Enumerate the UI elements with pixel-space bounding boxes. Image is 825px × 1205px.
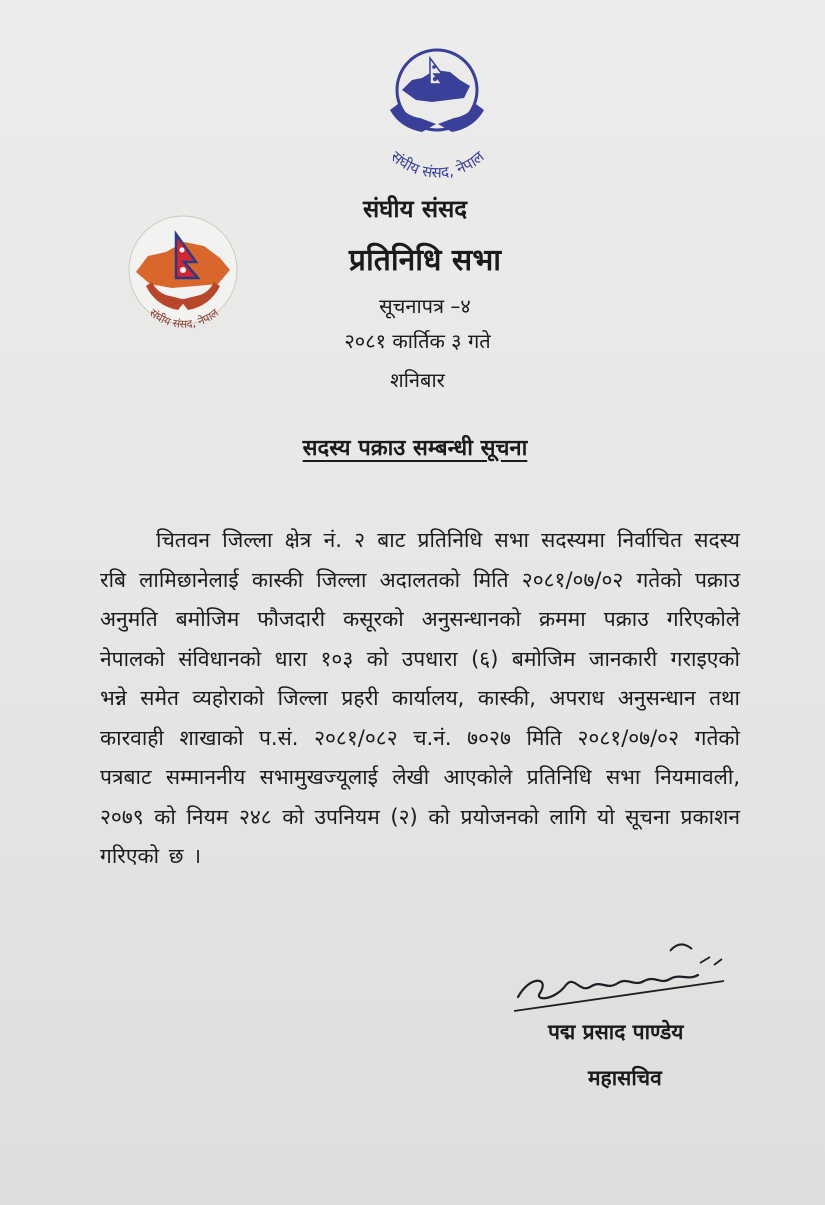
notice-body: चितवन जिल्ला क्षेत्र नं. २ बाट प्रतिनिधि सभा सदस्यमा निर्वाचित सदस्य रबि लामिछानेलाई कास्की जिल्ला अदालतको मिति २०८१/०७/०२ गतेको पक्राउ अनुमति बमोजिम फौजदारी कसूरको अनुसन्धानको क्रममा पक्राउ गरिएकोले नेपालको संविधानको धारा १०३ को उपधारा (६) बमोजिम जानकारी गराइएको भन्ने समेत व्यहोराको जिल्ला प्रहरी कार्यालय, कास्की, अपराध अनुसन्धान तथा कारवाही शाखाको प.सं. २०८१/०८२ च.नं. ७०२७ मिति २०८१/०७/०२ गतेको पत्रबाट सम्माननीय सभामुखज्यूलाई लेखी आएकोले प्रतिनिधि सभा नियमावली, २०७९ को नियम २४८ को उपनियम (२) को प्रयोजनको लागि यो सूचना प्रकाशन गरिएको छ ।	[100, 528, 740, 868]
right-hand-icon	[438, 104, 484, 132]
parliament-name: संघीय संसद	[362, 195, 468, 223]
notice-day: शनिबार	[390, 368, 445, 392]
parliament-emblem-top	[360, 40, 515, 180]
notice-number: सूचनापत्र –४	[379, 294, 471, 318]
svg-text:संघीय संसद, नेपाल: संघीय संसद, नेपाल	[146, 306, 222, 331]
left-hand-icon	[390, 104, 436, 132]
notice-subject	[0, 432, 825, 462]
signer-title: महासचिव	[588, 1066, 662, 1090]
notice-date: २०८१ कार्तिक ३ गते	[344, 329, 491, 353]
handwritten-signature	[510, 935, 730, 1015]
subject-text: सदस्य पक्राउ सम्बन्धी सूचना	[302, 436, 528, 461]
svg-text:संघीय संसद, नेपाल: संघीय संसद, नेपाल	[387, 147, 488, 180]
signer-name: पद्म प्रसाद पाण्डेय	[548, 1020, 684, 1044]
house-name: प्रतिनिधि सभा	[348, 243, 502, 278]
nepal-map-icon	[402, 70, 470, 102]
